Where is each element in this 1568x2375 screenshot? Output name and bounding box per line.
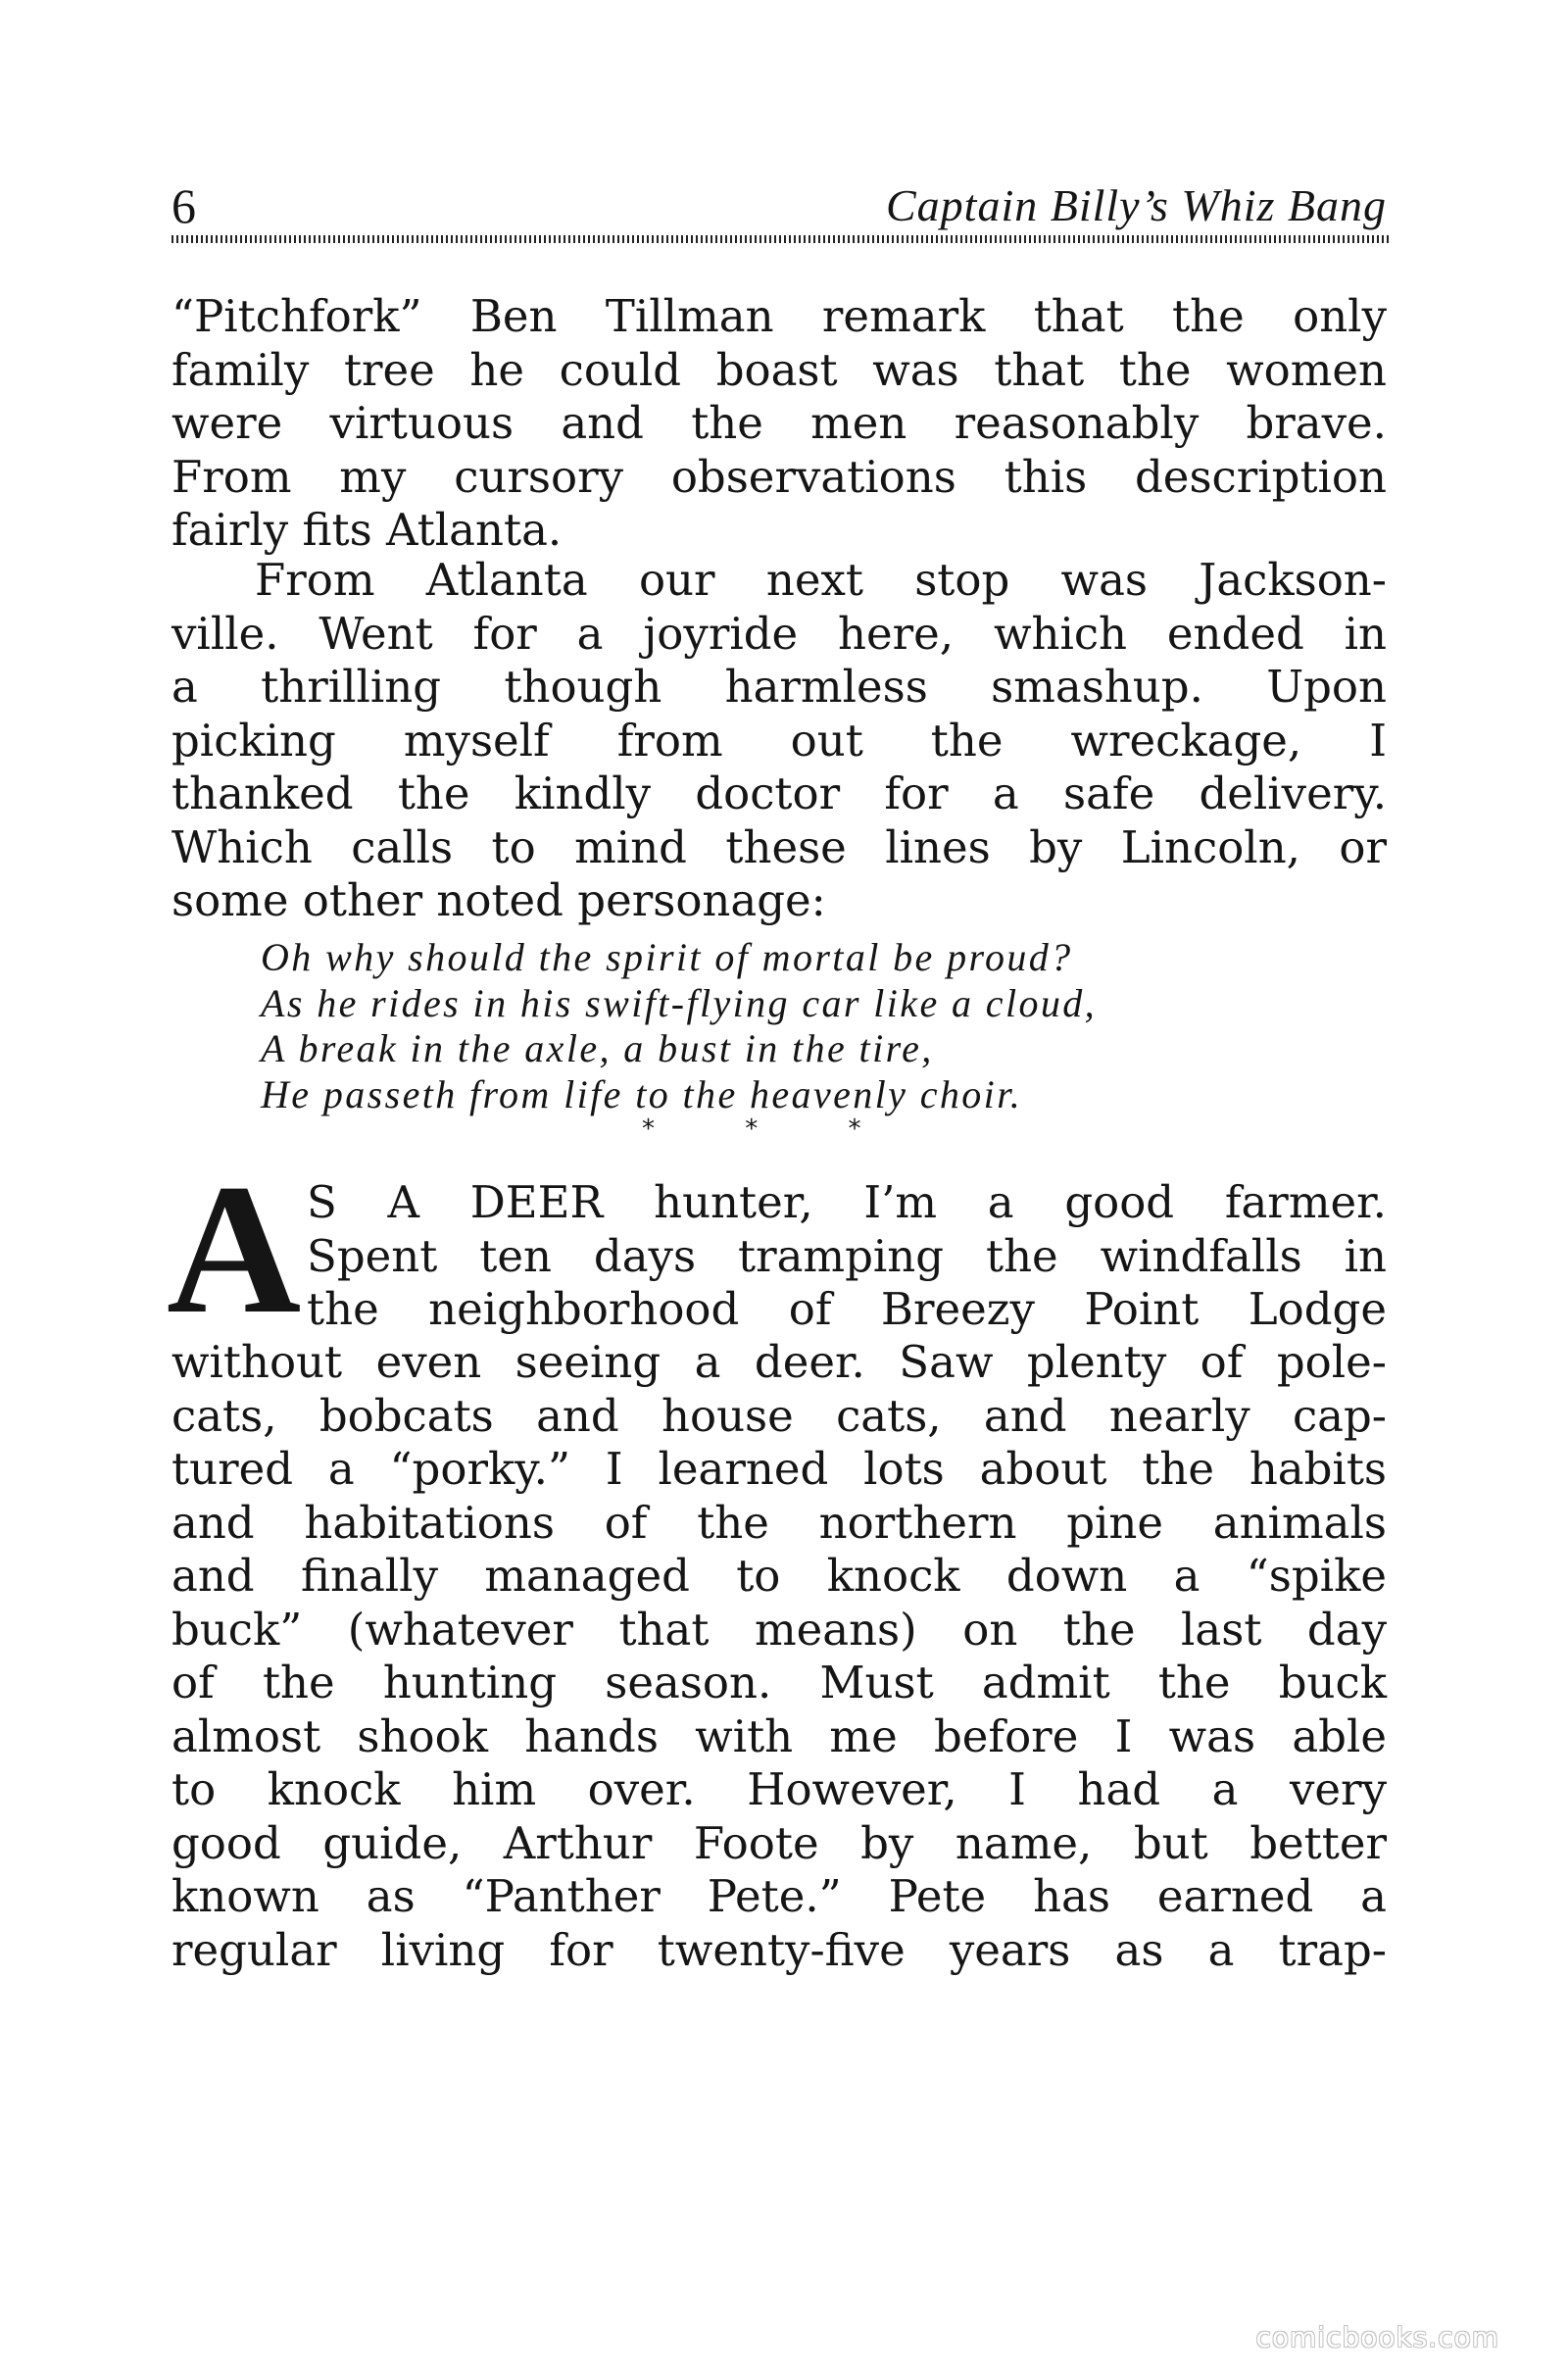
text-line: From my cursory observations this description <box>172 450 1387 503</box>
text-line: good guide, Arthur Foote by name, but better <box>172 1816 1387 1869</box>
text-line: Spent ten days tramping the windfalls in <box>307 1229 1387 1282</box>
text-line: “Pitchfork” Ben Tillman remark that the only <box>172 290 1387 342</box>
deer-hunter-body <box>172 1336 1387 1977</box>
header-rule <box>172 235 1389 243</box>
page-number: 6 <box>172 178 196 233</box>
text-line: of the hunting season. Must admit the buck <box>172 1657 1387 1708</box>
text-line: tured a “porky.” I learned lots about the habits <box>172 1443 1387 1495</box>
text-line: the neighborhood of Breezy Point Lodge <box>307 1283 1387 1335</box>
running-title: Captain Billy’s Whiz Bang <box>886 180 1387 230</box>
poem-line: As he rides in his swift-flying car like a cloud, <box>261 980 1098 1025</box>
poem-line: Oh why should the spirit of mortal be proud? <box>261 935 1073 979</box>
text-line: some other noted personage: <box>172 874 826 926</box>
text-line: ville. Went for a joyride here, which ended in <box>172 607 1387 660</box>
page-header <box>172 176 1387 235</box>
text-line: cats, bobcats and house cats, and nearly cap- <box>172 1389 1387 1442</box>
text-line: were virtuous and the men reasonably brave. <box>172 397 1387 449</box>
text-line: buck” (whatever that means) on the last day <box>172 1603 1387 1656</box>
poem <box>261 935 1201 1117</box>
text-line: S A DEER hunter, I’m a good farmer. <box>307 1176 1387 1228</box>
text-line: fairly fits Atlanta. <box>172 504 563 556</box>
paragraph-tillman <box>172 290 1387 558</box>
text-line: a thrilling though harmless smashup. Upon <box>172 661 1387 713</box>
text-line: and finally managed to knock down a “spike <box>172 1550 1387 1602</box>
text-line: almost shook hands with me before I was able <box>172 1709 1387 1762</box>
text-line: without even seeing a deer. Saw plenty of pole- <box>172 1336 1387 1388</box>
text-line: regular living for twenty-five years as a trap- <box>172 1923 1387 1976</box>
section-separator: * * * <box>642 1114 903 1144</box>
watermark: comicbooks.com <box>1255 2321 1499 2353</box>
text-line: Which calls to mind these lines by Lincoln, or <box>172 820 1387 873</box>
text-line: to knock him over. However, I had a very <box>172 1763 1387 1815</box>
text-line: thanked the kindly doctor for a safe delivery. <box>172 767 1387 819</box>
text-line: known as “Panther Pete.” Pete has earned a <box>172 1870 1387 1922</box>
deer-hunter-opening <box>307 1176 1387 1337</box>
text-line: family tree he could boast was that the women <box>172 343 1387 396</box>
poem-line: A break in the axle, a bust in the tire, <box>261 1026 934 1070</box>
paragraph-jacksonville <box>172 554 1387 928</box>
drop-cap: A <box>167 1147 302 1353</box>
text-line: From Atlanta our next stop was Jackson- <box>255 554 1387 606</box>
text-line: picking myself from out the wreckage, I <box>172 714 1387 767</box>
text-line: and habitations of the northern pine animals <box>172 1496 1387 1549</box>
poem-line: He passeth from life to the heavenly choir. <box>261 1071 1023 1116</box>
